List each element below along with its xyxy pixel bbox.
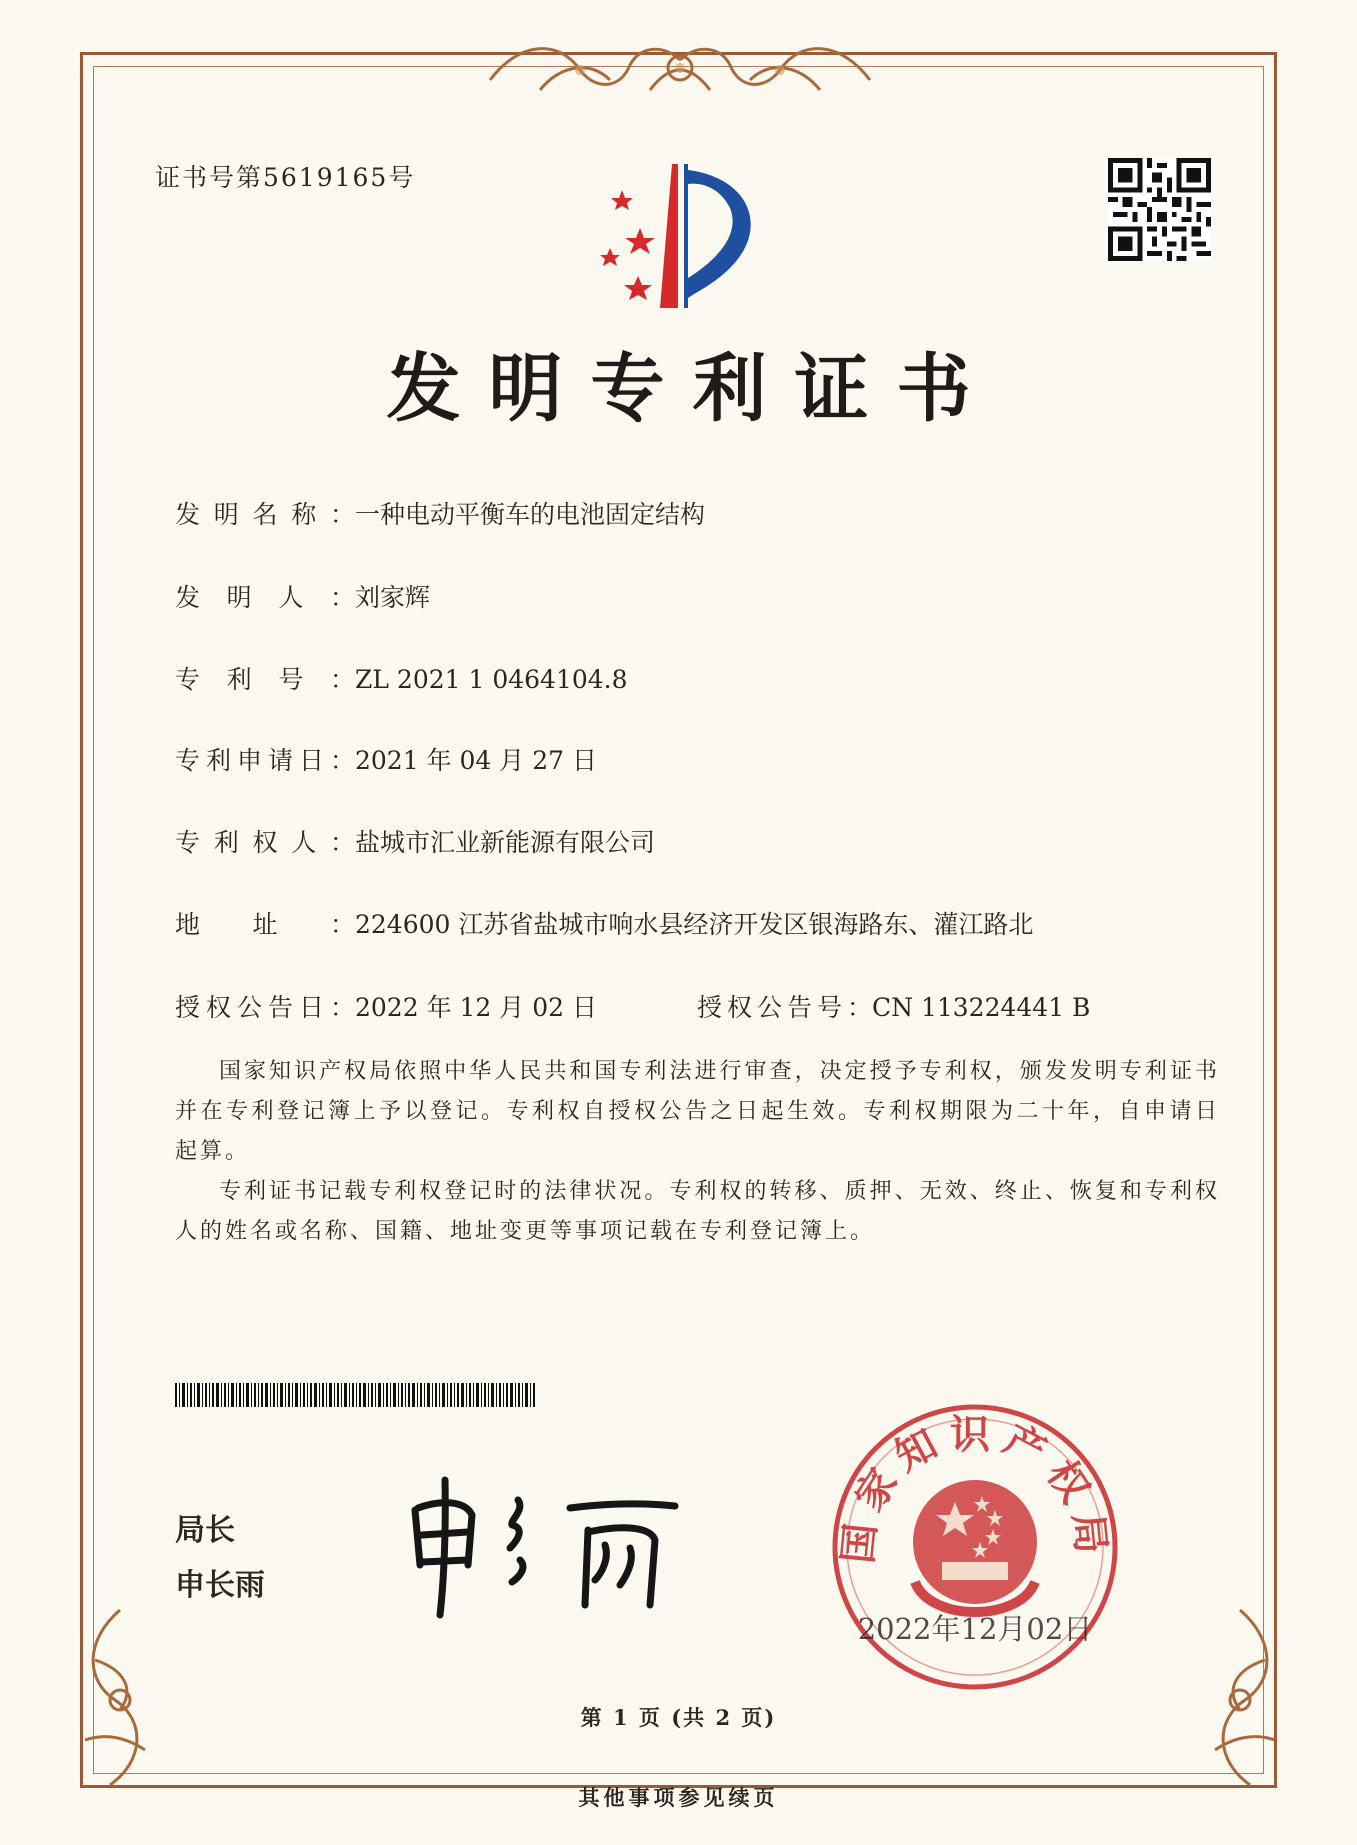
bottom-right-ornament-icon	[1185, 1600, 1295, 1800]
field-value: ZL 2021 1 0464104.8	[355, 665, 628, 694]
field-label: 专利号：	[175, 665, 355, 694]
qr-code-icon	[1107, 158, 1212, 261]
top-ornament-icon	[480, 30, 880, 102]
field-invention-name	[175, 497, 705, 533]
field-filing-date	[175, 743, 597, 779]
field-patentee	[175, 825, 655, 861]
official-seal-icon	[830, 1402, 1120, 1692]
field-address	[175, 907, 1035, 943]
field-grant-date	[175, 990, 597, 1026]
field-label: 授权公告号：	[697, 993, 872, 1022]
seal-date: 2022年12月02日	[857, 1612, 1093, 1646]
field-inventor	[175, 580, 430, 616]
field-value: CN 113224441 B	[872, 993, 1091, 1022]
field-value: 224600 江苏省盐城市响水县经济开发区银海路东、灌江路北	[355, 910, 1034, 939]
field-label: 地址：	[175, 910, 355, 939]
director-name: 申长雨	[175, 1568, 265, 1603]
field-value: 一种电动平衡车的电池固定结构	[355, 500, 706, 529]
page-number: 第 1 页 (共 2 页)	[580, 1705, 777, 1730]
director-title: 局长	[175, 1513, 235, 1548]
patent-office-logo-icon	[580, 158, 780, 320]
seal-text: 国家知识产权局	[835, 1411, 1115, 1566]
field-value: 刘家辉	[355, 583, 431, 612]
field-grant-publication-number	[697, 990, 1090, 1026]
field-value: 2022 年 12 月 02 日	[355, 993, 597, 1022]
certificate-number: 证书号第5619165号	[155, 163, 416, 192]
field-label: 授权公告日：	[175, 993, 355, 1022]
continued-note: 其他事项参见续页	[578, 1785, 779, 1810]
field-label: 专利申请日：	[175, 746, 355, 775]
field-label: 发明名称：	[175, 500, 355, 529]
field-patent-number	[175, 662, 628, 698]
field-value: 盐城市汇业新能源有限公司	[355, 828, 656, 857]
legal-paragraph: 专利证书记载专利权登记时的法律状况。专利权的转移、质押、无效、终止、恢复和专利权人的姓名或名称、国籍、地址变更等事项记载在专利登记簿上。	[175, 1179, 1220, 1244]
field-value: 2021 年 04 月 27 日	[355, 746, 597, 775]
certificate-title: 发明专利证书	[386, 346, 999, 432]
bottom-left-ornament-icon	[65, 1600, 175, 1800]
field-label: 发明人：	[175, 583, 355, 612]
field-label: 专利权人：	[175, 828, 355, 857]
barcode-icon	[175, 1383, 535, 1407]
legal-paragraph: 国家知识产权局依照中华人民共和国专利法进行审查，决定授予专利权，颁发发明专利证书并在专利登记簿上予以登记。专利权自授权公告之日起生效。专利权期限为二十年，自申请日起算。	[175, 1059, 1220, 1164]
handwritten-signature-icon	[400, 1470, 700, 1620]
